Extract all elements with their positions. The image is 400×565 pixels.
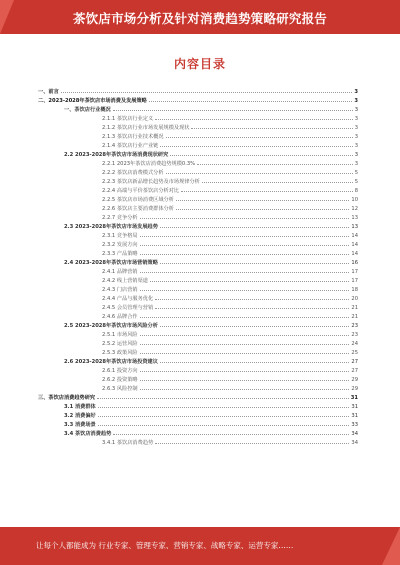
toc-entry-label: 2.2.2 茶饮店消费模式分析 [102,170,164,176]
toc-entry-label: 2.2 2023-2028年茶饮店市场消费现状研究 [64,152,169,158]
toc-entry-page: 13 [351,215,358,221]
toc-entry-label: 2.5 2023-2028年茶饮店市场风险分析 [64,323,158,329]
toc-entry[interactable] [38,266,358,275]
toc-entry-page: 3 [354,161,358,167]
toc-entry-label: 3.4 茶饮店消费趋势 [64,431,112,437]
toc-leader-dots [202,182,353,183]
toc-entry-page: 10 [351,197,358,203]
toc-entry-page: 34 [351,440,358,446]
toc-entry[interactable] [38,347,358,356]
toc-leader-dots [181,191,353,192]
toc-entry-page: 23 [351,323,358,329]
toc-leader-dots [140,389,350,390]
table-of-contents [38,86,358,446]
toc-entry[interactable] [38,230,358,239]
toc-leader-dots [98,425,350,426]
toc-entry-label: 2.6.2 投资策略 [102,377,138,383]
toc-entry-page: 12 [351,206,358,212]
toc-entry-page: 3 [354,125,358,131]
toc-entry-label: 2.2.5 茶饮店市场消费区域分析 [102,197,174,203]
toc-entry-label: 2.4.4 产品与服务优化 [102,296,154,302]
toc-entry-page: 17 [351,269,358,275]
toc-entry-page: 25 [351,350,358,356]
toc-entry[interactable] [38,356,358,365]
toc-entry-label: 二、2023-2028年茶饮店市场消费及发展策略 [38,98,147,104]
toc-entry-page: 29 [351,386,358,392]
toc-entry-label: 2.1.4 茶饮店行业产业链 [102,143,159,149]
toc-entry-label: 2.4.2 线上营销渠道 [102,278,148,284]
report-title: 茶饮店市场分析及针对消费趋势策略研究报告 [72,11,327,26]
toc-entry-label: 一、前言 [38,89,59,95]
toc-entry-page: 14 [351,251,358,257]
toc-entry-label: 2.2.4 高端与平价茶饮店分析对比 [102,188,180,194]
toc-entry[interactable] [38,329,358,338]
toc-entry-label: 2.2.7 竞争分析 [102,215,138,221]
toc-leader-dots [140,290,350,291]
toc-leader-dots [155,443,349,444]
toc-entry-page: 13 [351,224,358,230]
toc-entry[interactable] [38,437,358,446]
toc-entry-label: 一、茶饮店行业概况 [64,107,111,113]
toc-entry[interactable] [38,338,358,347]
toc-entry-page: 3 [354,98,358,104]
toc-leader-dots [61,92,353,93]
toc-entry-label: 2.4.6 品牌合作 [102,314,138,320]
toc-entry[interactable] [38,284,358,293]
toc-entry[interactable] [38,401,358,410]
toc-entry-page: 3 [354,143,358,149]
toc-entry-label: 2.5.3 政策风险 [102,350,138,356]
toc-leader-dots [97,398,349,399]
toc-entry-label: 2.5.2 运营风险 [102,341,138,347]
toc-entry-page: 31 [351,413,358,419]
toc-entry-label: 2.3.1 竞争格局 [102,233,138,239]
toc-entry[interactable] [38,113,358,122]
toc-entry-page: 18 [351,287,358,293]
toc-entry-label: 2.3.2 发展方向 [102,242,138,248]
toc-entry-label: 2.6.1 投资方向 [102,368,138,374]
toc-leader-dots [160,227,349,228]
toc-entry-page: 3 [354,89,358,95]
toc-entry[interactable] [38,311,358,320]
toc-entry[interactable] [38,275,358,284]
toc-entry-page: 29 [351,377,358,383]
toc-leader-dots [170,155,352,156]
toc-entry-page: 27 [351,359,358,365]
toc-leader-dots [140,371,350,372]
toc-entry-label: 2.6.3 风险控制 [102,386,138,392]
toc-leader-dots [140,272,350,273]
report-footer [0,527,400,565]
toc-entry[interactable] [38,365,358,374]
toc-entry[interactable] [38,149,358,158]
toc-entry-label: 2.1.3 茶饮店行业技术概况 [102,134,164,140]
toc-entry-page: 14 [351,233,358,239]
toc-entry-label: 3.4.1 茶饮店消费趋势 [102,440,154,446]
toc-entry-page: 5 [354,170,358,176]
toc-entry-label: 2.3.3 产品策略 [102,251,138,257]
toc-entry-label: 2.5.1 市场风险 [102,332,138,338]
report-header [0,0,400,34]
toc-leader-dots [140,218,350,219]
toc-entry-page: 20 [351,296,358,302]
toc-leader-dots [160,326,349,327]
toc-leader-dots [113,110,353,111]
toc-entry-label: 2.4 2023-2028年茶饮店市场营销策略 [64,260,158,266]
toc-leader-dots [166,137,353,138]
toc-entry[interactable] [38,320,358,329]
toc-leader-dots [155,299,349,300]
toc-entry[interactable] [38,95,358,104]
toc-leader-dots [140,335,350,336]
toc-entry-label: 3.2 消费偏好 [64,413,96,419]
toc-leader-dots [98,416,350,417]
toc-entry-page: 17 [351,278,358,284]
toc-entry-page: 21 [351,314,358,320]
toc-entry[interactable] [38,383,358,392]
toc-entry-page: 3 [354,116,358,122]
toc-leader-dots [176,200,349,201]
toc-entry[interactable] [38,257,358,266]
toc-entry[interactable] [38,392,358,401]
toc-entry[interactable] [38,248,358,257]
toc-entry[interactable] [38,86,358,95]
toc-entry-page: 31 [351,404,358,410]
toc-entry-page: 21 [351,305,358,311]
toc-entry[interactable] [38,194,358,203]
toc-entry-label: 2.6 2023-2028年茶饮店市场投资建议 [64,359,158,365]
toc-entry-page: 34 [351,431,358,437]
toc-entry-page: 24 [351,341,358,347]
toc-leader-dots [149,101,353,102]
toc-entry-label: 2.1.2 茶饮店行业市场发展规模及现状 [102,125,190,131]
toc-entry-label: 三、茶饮店消费趋势研究 [38,395,96,401]
toc-heading: 内容目录 [173,57,226,71]
toc-entry[interactable] [38,212,358,221]
toc-entry-page: 23 [351,332,358,338]
toc-entry-page: 3 [354,107,358,113]
toc-entry-label: 2.1.1 茶饮店行业定义 [102,116,154,122]
toc-entry[interactable] [38,302,358,311]
toc-leader-dots [98,407,350,408]
toc-entry-label: 2.4.5 会员管理与营销 [102,305,154,311]
toc-entry[interactable] [38,374,358,383]
toc-entry-page: 8 [354,188,358,194]
footer-slogan: 让每个人都能成为 行业专家、管理专家、营销专家、战略专家、运营专家…… [36,541,294,550]
toc-entry-label: 2.4.1 品牌营销 [102,269,138,275]
toc-entry-page: 3 [354,152,358,158]
toc-entry-page: 27 [351,368,358,374]
toc-entry-page: 5 [354,179,358,185]
footer-accent [382,527,400,565]
toc-leader-dots [160,362,349,363]
toc-leader-dots [197,164,353,165]
toc-leader-dots [160,146,352,147]
toc-entry[interactable] [38,203,358,212]
toc-entry[interactable] [38,239,358,248]
toc-entry-label: 3.3 消费场景 [64,422,96,428]
toc-entry[interactable] [38,104,358,113]
toc-entry-page: 3 [354,134,358,140]
toc-entry[interactable] [38,221,358,230]
toc-entry-page: 31 [350,395,358,401]
toc-leader-dots [140,344,350,345]
toc-entry[interactable] [38,293,358,302]
toc-leader-dots [150,281,349,282]
toc-entry[interactable] [38,185,358,194]
toc-entry-label: 2.4.3 门店营销 [102,287,138,293]
toc-entry[interactable] [38,131,358,140]
toc-leader-dots [166,173,353,174]
toc-leader-dots [113,434,349,435]
toc-leader-dots [140,254,350,255]
toc-entry-page: 14 [351,242,358,248]
toc-entry-label: 2.2.6 茶饮店主要消费群体分析 [102,206,174,212]
toc-leader-dots [155,308,349,309]
toc-leader-dots [176,209,349,210]
toc-entry[interactable] [38,140,358,149]
toc-leader-dots [140,380,350,381]
toc-entry-label: 2.2.1 2023年茶饮店消费趋势规模0.3% [102,161,196,167]
toc-entry-label: 3.1 消费群体 [64,404,96,410]
toc-entry-page: 16 [351,260,358,266]
toc-entry[interactable] [38,122,358,131]
toc-entry[interactable] [38,176,358,185]
toc-entry[interactable] [38,158,358,167]
toc-leader-dots [155,119,353,120]
toc-entry-label: 2.3 2023-2028年茶饮店市场发展趋势 [64,224,158,230]
toc-entry[interactable] [38,428,358,437]
toc-leader-dots [160,263,349,264]
toc-entry[interactable] [38,167,358,176]
toc-entry[interactable] [38,419,358,428]
toc-entry-page: 33 [351,422,358,428]
toc-leader-dots [140,236,350,237]
toc-leader-dots [140,317,350,318]
toc-leader-dots [191,128,352,129]
toc-leader-dots [140,245,350,246]
toc-entry[interactable] [38,410,358,419]
toc-leader-dots [140,353,350,354]
toc-entry-label: 2.2.3 茶饮店新品增长趋势及市场规律分析 [102,179,200,185]
